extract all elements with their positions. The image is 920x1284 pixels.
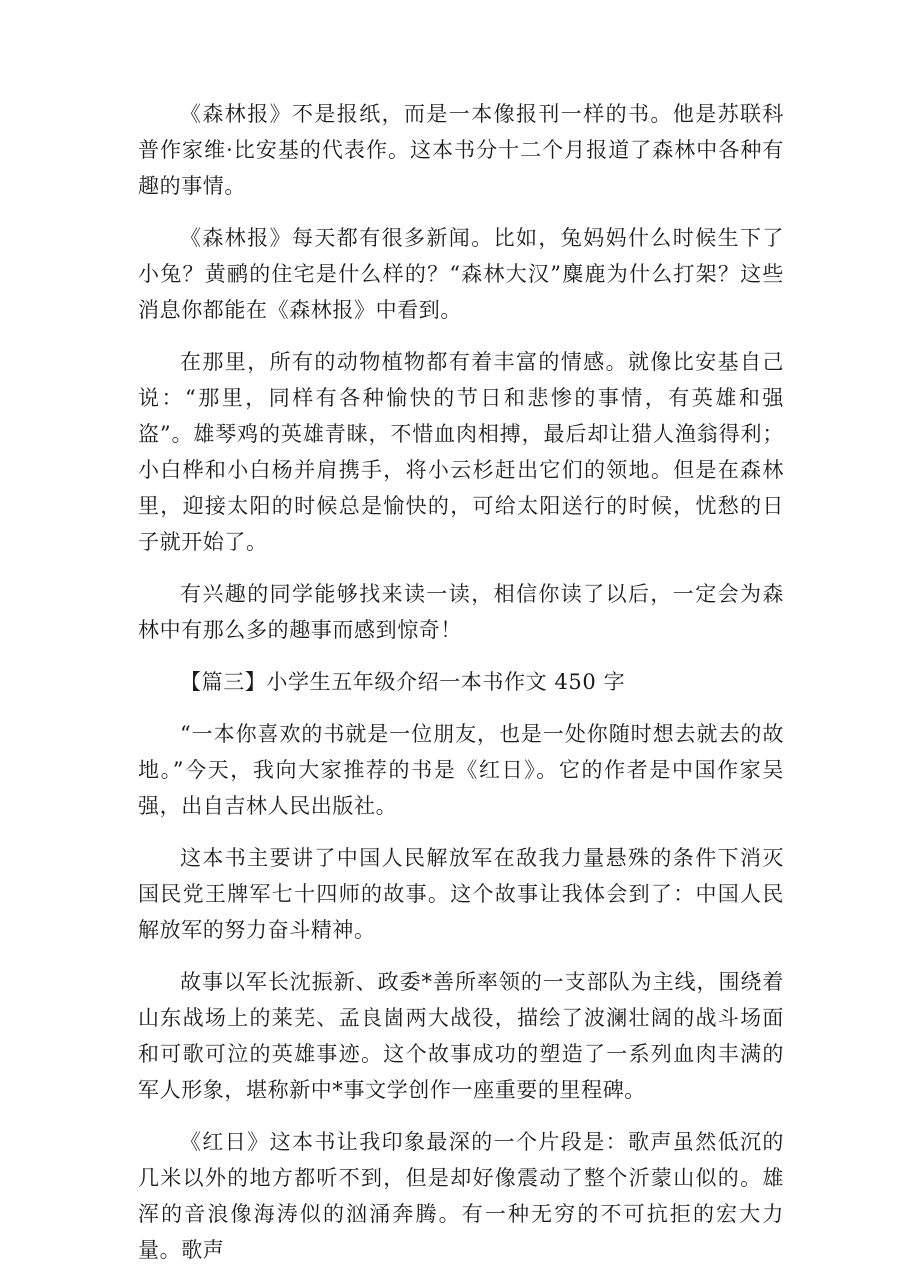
paragraph-5: “一本你喜欢的书就是一位朋友，也是一处你随时想去就去的故地。”今天，我向大家推荐的书是《红日》。它的作者是中国作家吴强，出自吉林人民出版社。 <box>138 722 784 818</box>
paragraph-2: 《森林报》每天都有很多新闻。比如，兔妈妈什么时候生下了小兔？黄鹂的住宅是什么样的？“森林大汉”麋鹿为什么打架？这些消息你都能在《森林报》中看到。 <box>138 226 784 322</box>
document-body <box>138 96 784 1284</box>
section-heading: 【篇三】小学生五年级介绍一本书作文 450 字 <box>180 670 626 694</box>
paragraph-4: 有兴趣的同学能够找来读一读，相信你读了以后，一定会为森林中有那么多的趣事而感到惊奇！ <box>138 582 784 642</box>
paragraph-1: 《森林报》不是报纸，而是一本像报刊一样的书。他是苏联科普作家维·比安基的代表作。这本书分十二个月报道了森林中各种有趣的事情。 <box>138 102 784 198</box>
paragraph-3: 在那里，所有的动物植物都有着丰富的情感。就像比安基自己说：“那里，同样有各种愉快的节日和悲惨的事情，有英雄和强盗”。雄琴鸡的英雄青睐，不惜血肉相搏，最后却让猎人渔翁得利；小白桦和小白杨并肩携手，将小云杉赶出它们的领地。但是在森林里，迎接太阳的时候总是愉快的，可给太阳送行的时候，忧愁的日子就开始了。 <box>138 350 784 554</box>
paragraph-8: 《红日》这本书让我印象最深的一个片段是：歌声虽然低沉的几米以外的地方都听不到，但是却好像震动了整个沂蒙山似的。雄浑的音浪像海涛似的汹涌奔腾。有一种无穷的不可抗拒的宏大力量。歌声 <box>138 1130 784 1262</box>
paragraph-7: 故事以军长沈振新、政委*善所率领的一支部队为主线，围绕着山东战场上的莱芜、孟良崮两大战役，描绘了波澜壮阔的战斗场面和可歌可泣的英雄事迹。这个故事成功的塑造了一系列血肉丰满的军人形象，堪称新中*事文学创作一座重要的里程碑。 <box>138 970 784 1102</box>
paragraph-6: 这本书主要讲了中国人民解放军在敌我力量悬殊的条件下消灭国民党王牌军七十四师的故事。这个故事让我体会到了：中国人民解放军的努力奋斗精神。 <box>138 846 784 942</box>
